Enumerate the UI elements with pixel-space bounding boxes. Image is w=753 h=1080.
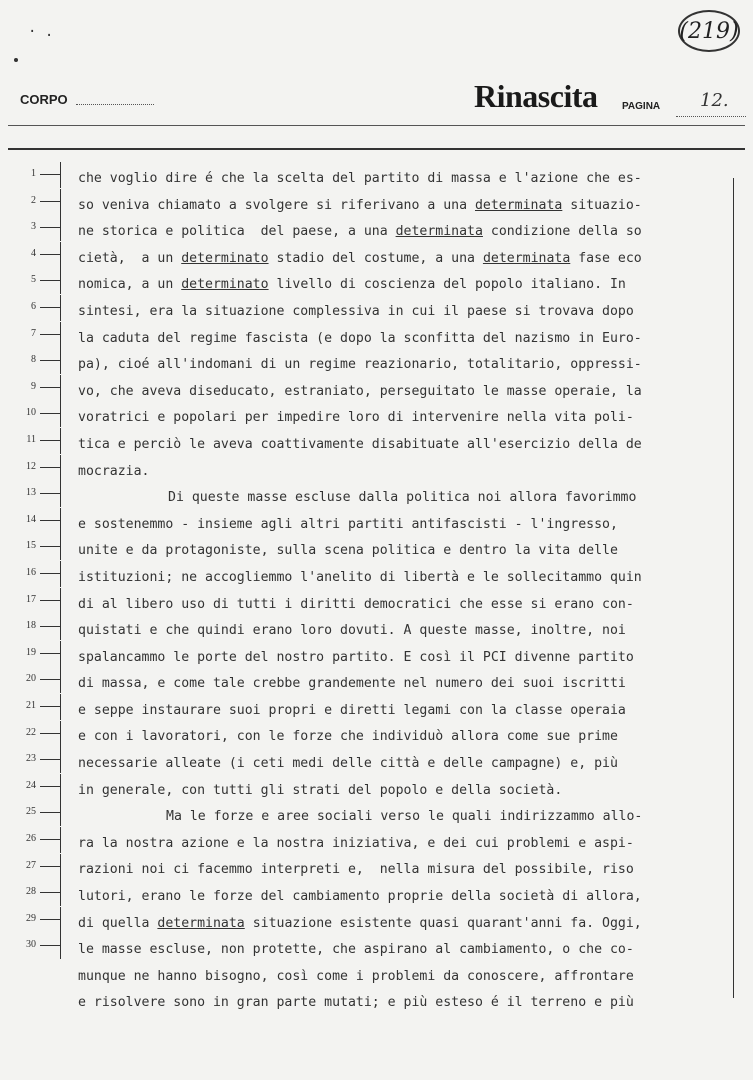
underlined-word: determinato <box>181 250 269 266</box>
gutter-rule <box>60 694 61 720</box>
line-number-label: 22 <box>26 726 36 738</box>
line-number-label: 8 <box>31 354 36 366</box>
text-line: ne storica e politica del paese, a una determinata condizione della so <box>78 224 642 240</box>
gutter-rule <box>60 800 61 826</box>
margin-line-number <box>0 428 62 454</box>
line-number-label: 20 <box>26 673 36 685</box>
line-tick <box>40 307 60 308</box>
text-line: voratrici e popolari per impedire loro di intervenire nella vita poli- <box>78 410 634 426</box>
text-line: tica e perciò le aveva coattivamente disabituate all'esercizio della de <box>78 436 642 452</box>
underlined-word: determinato <box>181 277 269 293</box>
line-number-label: 21 <box>26 700 36 711</box>
line-number-label: 3 <box>31 221 36 233</box>
margin-line-number <box>0 215 62 241</box>
gutter-rule <box>60 428 61 454</box>
line-number-label: 23 <box>26 753 36 765</box>
margin-line-number <box>0 880 62 906</box>
text-line: e sostenemmo - insieme agli altri partiti antifascisti - l'ingresso, <box>78 516 618 532</box>
text-line: Di queste masse escluse dalla politica noi allora favorimmo <box>168 490 637 506</box>
margin-line-number <box>0 401 62 427</box>
line-number-label: 10 <box>26 407 36 419</box>
underlined-word: determinata <box>157 915 245 931</box>
gutter-rule <box>60 827 61 853</box>
margin-line-number <box>0 242 62 268</box>
margin-line-number <box>0 561 62 587</box>
line-number-label: 30 <box>26 939 36 951</box>
line-tick <box>40 493 60 494</box>
line-number-label: 4 <box>31 247 36 259</box>
text-line: e con i lavoratori, con le forze che individuò allora come sue prime <box>78 729 618 745</box>
text-line: le masse escluse, non protette, che aspirano al cambiamento, o che co- <box>78 942 634 958</box>
margin-line-number <box>0 508 62 534</box>
header-rule <box>8 125 745 126</box>
line-tick <box>40 679 60 680</box>
line-tick <box>40 360 60 361</box>
text-line: sintesi, era la situazione complessiva in cui il paese si trovava dopo <box>78 303 634 319</box>
gutter-rule <box>60 322 61 348</box>
line-tick <box>40 227 60 228</box>
margin-line-number <box>0 455 62 481</box>
text-line: razioni noi ci facemmo interpreti e, nella misura del possibile, riso <box>78 862 634 878</box>
margin-line-number <box>0 295 62 321</box>
margin-line-number <box>0 348 62 374</box>
margin-line-number <box>0 481 62 507</box>
text-line: e seppe instaurare suoi propri e diretti legami con la classe operaia <box>78 702 626 718</box>
gutter-rule <box>60 561 61 587</box>
text-line: so veniva chiamato a svolgere si riferivano a una determinata situazio- <box>78 197 642 213</box>
line-tick <box>40 733 60 734</box>
line-tick <box>40 919 60 920</box>
line-tick <box>40 334 60 335</box>
text-line: di al libero uso di tutti i diritti democratici che esse si erano con- <box>78 596 634 612</box>
line-tick <box>40 812 60 813</box>
gutter-rule <box>60 534 61 560</box>
line-number-label: 19 <box>26 646 36 658</box>
gutter-rule <box>60 667 61 693</box>
line-tick <box>40 174 60 175</box>
line-tick <box>40 626 60 627</box>
line-number-label: 13 <box>26 487 36 499</box>
margin-line-number <box>0 588 62 614</box>
margin-bar <box>733 178 734 998</box>
line-number-label: 18 <box>26 620 36 632</box>
text-line: di massa, e come tale crebbe grandemente nel numero dei suoi iscritti <box>78 676 626 692</box>
margin-line-number <box>0 375 62 401</box>
line-tick <box>40 653 60 654</box>
gutter-rule <box>60 508 61 534</box>
gutter-rule <box>60 375 61 401</box>
text-line: unite e da protagoniste, sulla scena politica e dentro la vita delle <box>78 543 618 559</box>
line-tick <box>40 759 60 760</box>
line-number-label: 6 <box>31 301 36 312</box>
margin-line-number <box>0 614 62 640</box>
gutter-rule <box>60 162 61 188</box>
text-line: che voglio dire é che la scelta del partito di massa e l'azione che es- <box>78 171 642 186</box>
gutter-rule <box>60 774 61 800</box>
text-line: nomica, a un determinato livello di coscienza del popolo italiano. In <box>78 277 626 293</box>
line-tick <box>40 786 60 787</box>
underlined-word: determinata <box>482 250 571 266</box>
text-line: munque ne hanno bisogno, così come i problemi da conoscere, affrontare <box>78 968 634 984</box>
line-tick <box>40 387 60 388</box>
line-number-label: 17 <box>26 593 36 605</box>
line-number-label: 7 <box>31 327 36 339</box>
underlined-word: determinata <box>395 224 483 240</box>
line-number-label: 28 <box>26 886 36 898</box>
gutter-rule <box>60 588 61 614</box>
line-tick <box>40 467 60 468</box>
gutter-rule <box>60 215 61 241</box>
line-number-label: 27 <box>26 859 36 871</box>
gutter-rule <box>60 747 61 773</box>
gutter-rule <box>60 242 61 268</box>
corpo-label: CORPO <box>20 92 68 107</box>
masthead-title: Rinascita <box>474 78 598 114</box>
text-line: di quella determinata situazione esistente quasi quarant'anni fa. Oggi, <box>78 915 642 931</box>
margin-line-number <box>0 641 62 667</box>
line-number-label: 15 <box>26 540 36 552</box>
text-line: Ma le forze e aree sociali verso le quali indirizzammo allo- <box>166 809 643 825</box>
margin-line-number <box>0 721 62 747</box>
text-line: cietà, a un determinato stadio del costume, a una determinata fase eco <box>78 250 642 266</box>
gutter-rule <box>60 295 61 321</box>
line-tick <box>40 546 60 547</box>
gutter-rule <box>60 854 61 880</box>
pagina-label: PAGINA <box>622 101 661 112</box>
text-line: e risolvere sono in gran parte mutati; e più esteso é il terreno e più <box>78 995 634 1011</box>
line-tick <box>40 440 60 441</box>
gutter-rule <box>60 880 61 906</box>
archive-stamp: (219) <box>678 10 740 52</box>
line-number-label: 24 <box>26 779 36 791</box>
gutter-rule <box>60 933 61 959</box>
gutter-rule <box>60 481 61 507</box>
margin-line-number <box>0 162 62 188</box>
gutter-rule <box>60 614 61 640</box>
gutter-rule <box>60 455 61 481</box>
corpo-field <box>76 90 154 105</box>
margin-line-number <box>0 747 62 773</box>
margin-line-number <box>0 667 62 693</box>
line-number-label: 1 <box>31 168 36 179</box>
margin-line-number <box>0 827 62 853</box>
line-number-label: 25 <box>26 806 36 818</box>
line-number-label: 2 <box>31 194 36 206</box>
gutter-rule <box>60 189 61 215</box>
line-number-label: 14 <box>26 513 36 525</box>
line-tick <box>40 706 60 707</box>
pagina-value: 12. <box>700 90 729 111</box>
text-line: la caduta del regime fascista (e dopo la sconfitta del nazismo in Euro- <box>78 330 642 346</box>
line-number-label: 12 <box>26 460 36 472</box>
typescript-body <box>78 166 728 1017</box>
line-tick <box>40 839 60 840</box>
margin-line-number <box>0 800 62 826</box>
line-number-label: 29 <box>26 912 36 924</box>
line-tick <box>40 413 60 414</box>
text-line: in generale, con tutti gli strati del popolo e della società. <box>78 782 563 798</box>
text-line: ra la nostra azione e la nostra iniziativa, e dei cui problemi e aspi- <box>78 835 634 851</box>
line-number-label: 26 <box>26 833 36 844</box>
gutter-rule <box>60 348 61 374</box>
text-line: spalancammo le porte del nostro partito. E così il PCI divenne partito <box>78 649 634 665</box>
text-line: lutori, erano le forze del cambiamento proprie della società di allora, <box>78 889 642 905</box>
line-tick <box>40 866 60 867</box>
gutter-rule <box>60 721 61 747</box>
line-tick <box>40 201 60 202</box>
line-number-label: 11 <box>26 434 36 445</box>
line-tick <box>40 945 60 946</box>
line-tick <box>40 280 60 281</box>
text-line: necessarie alleate (i ceti medi delle città e delle campagne) e, più <box>78 756 618 772</box>
line-tick <box>40 600 60 601</box>
margin-line-number <box>0 189 62 215</box>
text-line: mocrazia. <box>78 463 150 479</box>
text-line: pa), cioé all'indomani di un regime reazionario, totalitario, oppressi- <box>78 357 642 373</box>
line-tick <box>40 520 60 521</box>
margin-line-number <box>0 933 62 959</box>
margin-line-number <box>0 268 62 294</box>
header-rule-thick <box>8 148 745 150</box>
margin-line-number <box>0 694 62 720</box>
margin-line-number <box>0 774 62 800</box>
ink-speck <box>14 58 18 62</box>
gutter-rule <box>60 641 61 667</box>
gutter-rule <box>60 268 61 294</box>
ink-specks: · . <box>28 24 54 40</box>
line-tick <box>40 892 60 893</box>
gutter-rule <box>60 401 61 427</box>
line-number-label: 9 <box>31 380 36 392</box>
text-line: quistati e che quindi erano loro dovuti. A queste masse, inoltre, noi <box>78 623 626 639</box>
margin-line-number <box>0 322 62 348</box>
margin-line-number <box>0 854 62 880</box>
line-tick <box>40 573 60 574</box>
gutter-rule <box>60 907 61 933</box>
line-number-label: 5 <box>31 274 36 286</box>
margin-line-number <box>0 534 62 560</box>
line-number-label: 16 <box>26 567 36 578</box>
text-line: istituzioni; ne accogliemmo l'anelito di libertà e le sollecitammo quin <box>78 569 642 585</box>
underlined-word: determinata <box>474 197 563 213</box>
margin-line-number <box>0 907 62 933</box>
text-line: vo, che aveva diseducato, estraniato, perseguitato le masse operaie, la <box>78 383 642 399</box>
line-tick <box>40 254 60 255</box>
